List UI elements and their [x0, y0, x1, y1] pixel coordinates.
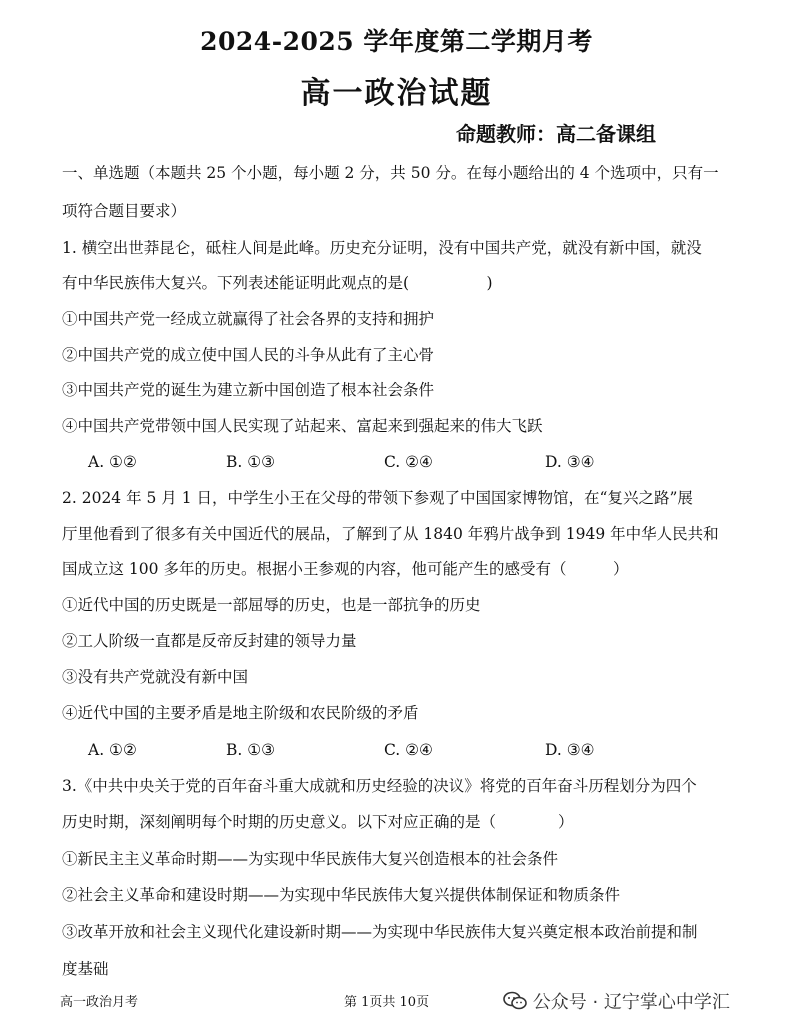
q1-choice-c: C. ②④	[384, 453, 433, 471]
footer-subject: 高一政治月考	[60, 995, 139, 1010]
q2-choice-c: C. ②④	[384, 741, 433, 759]
author-line: 命题教师：高二备课组	[456, 122, 656, 146]
q1-choice-b: B. ①③	[226, 453, 276, 471]
q1-item-3: ③中国共产党的诞生为建立新中国创造了根本社会条件	[62, 381, 435, 399]
q3-item-2: ②社会主义革命和建设时期——为实现中华民族伟大复兴提供体制保证和物质条件	[62, 886, 621, 904]
q2-item-1: ①近代中国的历史既是一部屈辱的历史，也是一部抗争的历史	[62, 596, 481, 614]
section-heading-line2: 项符合题目要求）	[62, 202, 187, 220]
q3-item-3-continued: 度基础	[62, 960, 109, 978]
q1-item-4: ④中国共产党带领中国人民实现了站起来、富起来到强起来的伟大飞跃	[62, 417, 543, 435]
q1-stem-line2: 有中华民族伟大复兴。下列表述能证明此观点的是( )	[62, 274, 493, 292]
q1-choice-a: A. ①②	[88, 453, 137, 471]
q1-item-1: ①中国共产党一经成立就赢得了社会各界的支持和拥护	[62, 310, 435, 328]
q1-stem-line1: 1. 横空出世莽昆仑，砥柱人间是此峰。历史充分证明，没有中国共产党，就没有新中国，就没	[62, 239, 702, 257]
section-heading-line1: 一、单选题（本题共 25 个小题，每小题 2 分，共 50 分。在每小题给出的 4 个选项中，只有一	[62, 164, 719, 182]
q3-stem-line1: 3.《中共中央关于党的百年奋斗重大成就和历史经验的决议》将党的百年奋斗历程划分为四个	[62, 777, 697, 795]
q3-item-3: ③改革开放和社会主义现代化建设新时期——为实现中华民族伟大复兴奠定根本政治前提和制	[62, 923, 698, 941]
q3-item-1: ①新民主主义革命时期——为实现中华民族伟大复兴创造根本的社会条件	[62, 850, 559, 868]
q2-stem-line3: 国成立这 100 多年的历史。根据小王参观的内容，他可能产生的感受有（ ）	[62, 560, 629, 578]
q2-choice-d: D. ③④	[545, 741, 595, 759]
q2-item-3: ③没有共产党就没有新中国	[62, 668, 249, 686]
q2-item-2: ②工人阶级一直都是反帝反封建的领导力量	[62, 632, 357, 650]
watermark	[503, 988, 730, 1016]
q3-stem-line2: 历史时期，深刻阐明每个时期的历史意义。以下对应正确的是（ ）	[62, 813, 574, 831]
q2-stem-line2: 厅里他看到了很多有关中国近代的展品，了解到了从 1840 年鸦片战争到 1949 年中华人民共和	[62, 525, 719, 543]
q2-choice-b: B. ①③	[226, 741, 276, 759]
wechat-icon	[503, 991, 527, 1016]
q2-stem-line1: 2. 2024 年 5 月 1 日，中学生小王在父母的带领下参观了中国国家博物馆，在“复兴之路”展	[62, 489, 693, 507]
watermark-text: 公众号 · 辽宁掌心中学汇	[532, 992, 730, 1013]
footer-page-number: 第 1页共 10页	[344, 995, 430, 1010]
q1-item-2: ②中国共产党的成立使中国人民的斗争从此有了主心骨	[62, 346, 435, 364]
q2-item-4: ④近代中国的主要矛盾是地主阶级和农民阶级的矛盾	[62, 704, 419, 722]
subject-title: 高一政治试题	[300, 76, 493, 111]
exam-title: 2024-2025 学年度第二学期月考	[200, 27, 593, 56]
q1-choice-d: D. ③④	[545, 453, 595, 471]
q2-choice-a: A. ①②	[88, 741, 137, 759]
